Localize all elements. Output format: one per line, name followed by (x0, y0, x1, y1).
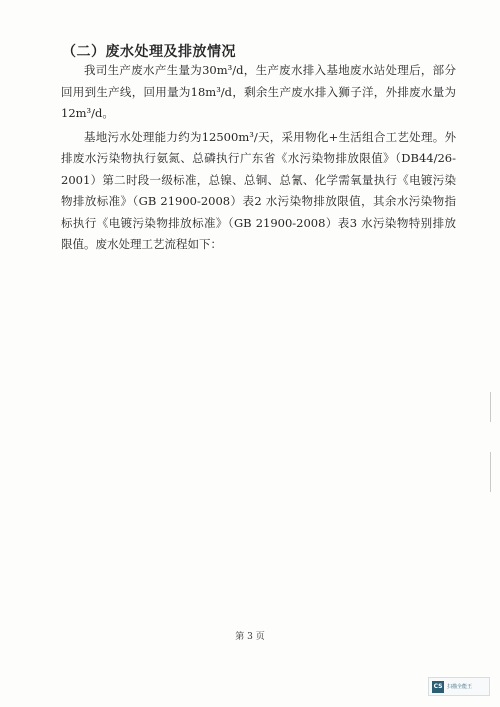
page-number: 第 3 页 (235, 632, 265, 642)
section-heading: （二）废水处理及排放情况 (62, 44, 236, 60)
paragraph-wastewater-volume: 我司生产废水产生量为30m³/d，生产废水排入基地废水站处理后，部分回用到生产线，回用量为18m³/d，剩余生产废水排入狮子洋，外排废水量为12m³/d。 (61, 63, 456, 120)
scan-edge-mark (490, 452, 491, 492)
scan-edge-mark (490, 392, 491, 422)
document-body (61, 60, 456, 256)
scanner-badge-text: 扫描全能王 (447, 684, 473, 690)
camscanner-icon: CS (432, 681, 444, 693)
scanner-watermark-badge (428, 677, 490, 696)
paragraph-treatment-standards: 基地污水处理能力约为12500m³/天，采用物化+生活组合工艺处理。外排废水污染物执行氨氮、总磷执行广东省《水污染物排放限值》（DB44/26-2001）第二时段一级标准，总镍、总铜、总氰、化学需氧量执行《电镀污染物排放标准》（GB 21900-2008）表2 水污染物排放限值，其余水污染物指标执行《电镀污染物排放标准》（GB 21900-2008）表3 水污染物特别排放限值。废水处理工艺流程如下： (61, 129, 456, 251)
